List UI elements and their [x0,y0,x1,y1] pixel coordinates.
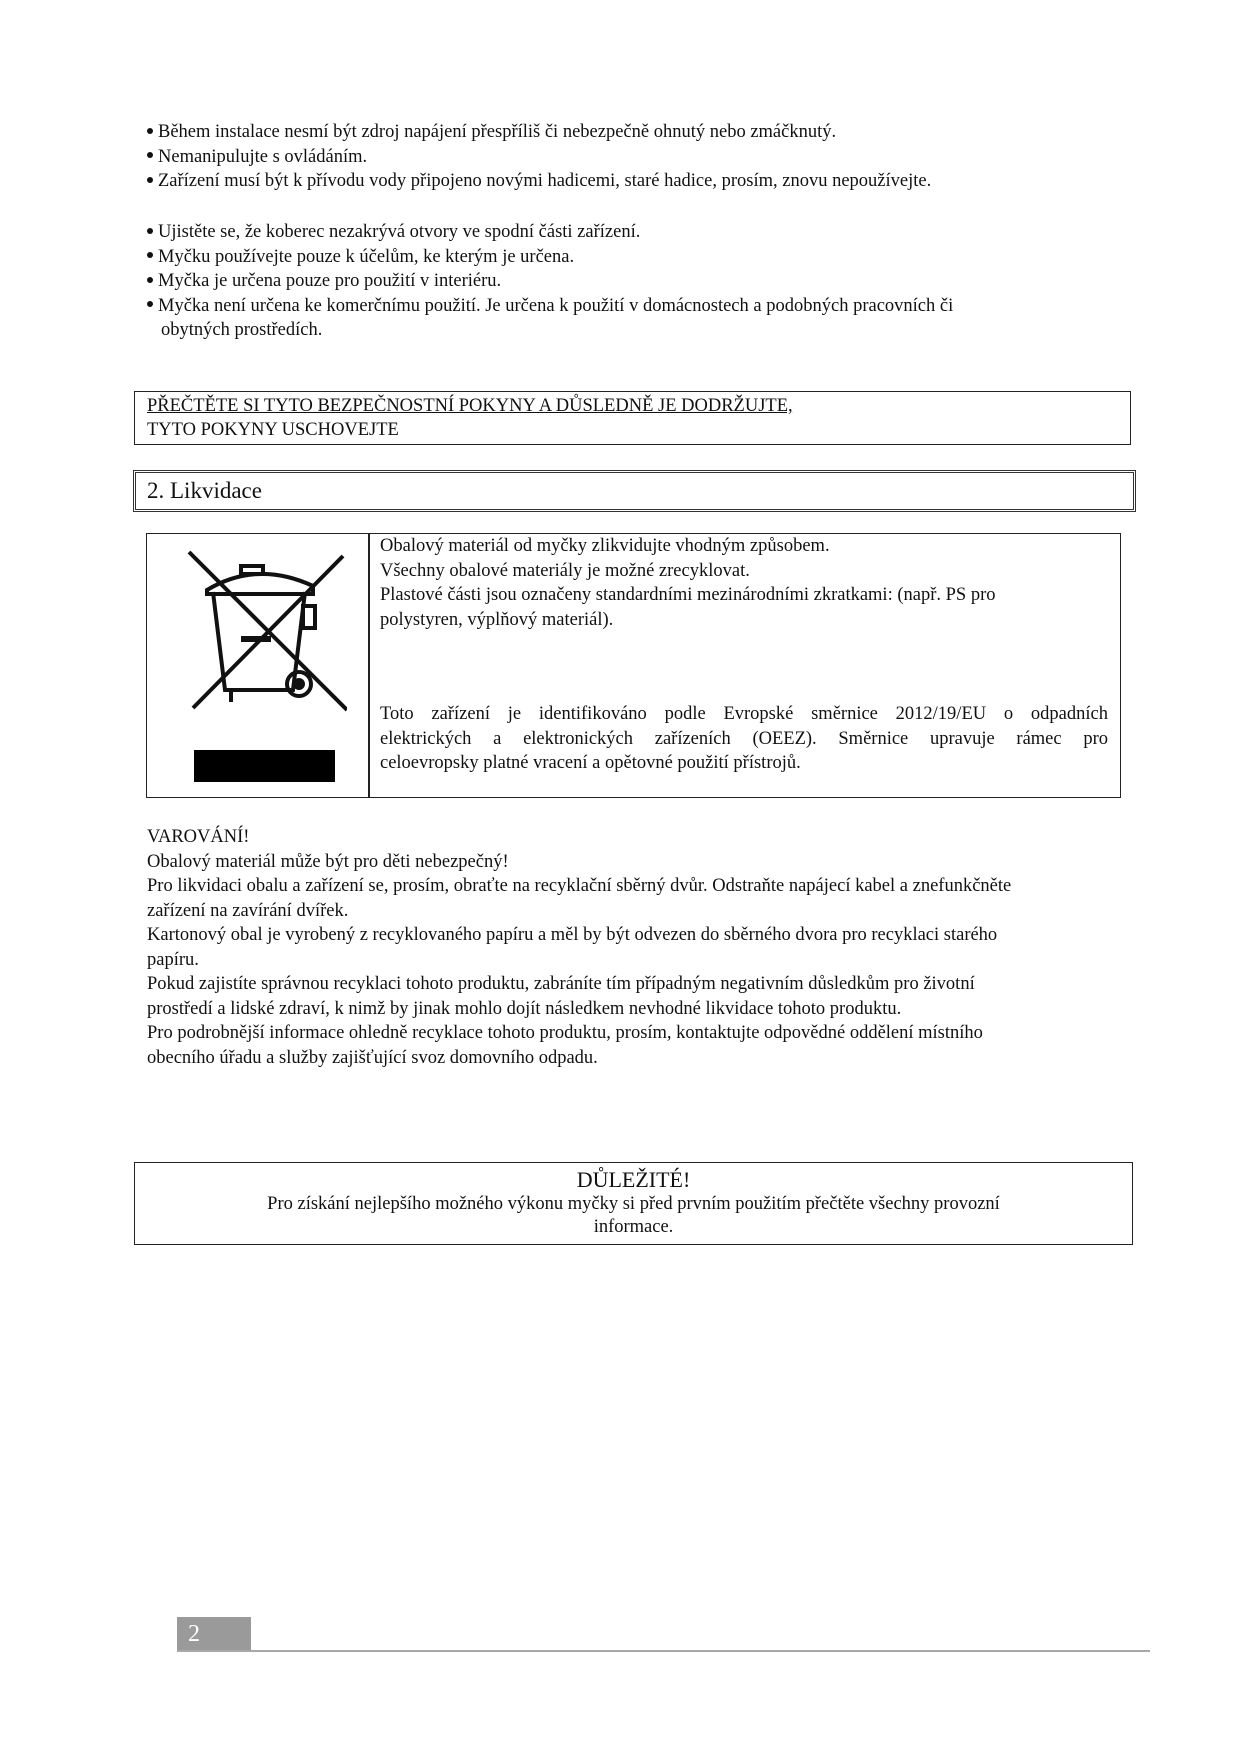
footer-rule [177,1650,1150,1652]
table-divider [368,534,370,797]
text-line: elektrických a elektronických zařízeních (OEEZ). Směrnice upravuje rámec pro [380,728,1108,749]
text-line: Kartonový obal je vyrobený z recyklovaného papíru a měl by být odvezen do sběrného dvora pro recyklaci starého [147,925,998,945]
important-box [134,1162,1133,1245]
text-line: Všechny obalové materiály je možné zrecyklovat. [380,560,750,581]
safety-line-2: TYTO POKYNY USCHOVEJTE [147,420,399,440]
safety-instructions-box [134,391,1131,445]
text-line: polystyren, výplňový materiál). [380,609,614,630]
disposal-table [146,533,1121,798]
text-line: Obalový materiál od myčky zlikvidujte vhodným způsobem. [380,536,830,556]
page-number: 2 [188,1621,200,1647]
text-line: Pro podrobnější informace ohledně recyklace tohoto produktu, prosím, kontaktujte odpovědné oddělení místního [147,1023,983,1043]
warning-title: VAROVÁNÍ! [147,827,250,847]
list-item: Myčka není určena ke komerčnímu použití. Je určena k použití v domácnostech a podobných pracovních či [147,294,953,319]
list-item: Během instalace nesmí být zdroj napájení přespříliš či nebezpečně ohnutý nebo zmáčknutý. [147,120,931,145]
list-item: Nemanipulujte s ovládáním. [147,145,931,170]
text-line: Pro likvidaci obalu a zařízení se, prosím, obraťte na recyklační sběrný dvůr. Odstraňte napájecí kabel a znefunkčněte [147,876,1012,896]
text-line: Toto zařízení je identifikováno podle Evropské směrnice 2012/19/EU o odpadních [380,704,1108,724]
text-line: Pokud zajistíte správnou recyklaci tohoto produktu, zabráníte tím případným negativním důsledkům pro životní [147,974,975,994]
text-line: celoevropsky platné vracení a opětovné použití přístrojů. [380,753,801,773]
important-line-2: informace. [593,1217,674,1237]
text-line: zařízení na zavírání dvířek. [147,900,349,921]
list-item: Ujistěte se, že koberec nezakrývá otvory ve spodní části zařízení. [147,220,953,245]
bullet-list-usage [147,220,953,343]
warning-section [147,825,1011,1070]
page-number-tab [177,1617,251,1651]
list-item: Zařízení musí být k přívodu vody připojeno novými hadicemi, staré hadice, prosím, znovu nepoužívejte. [147,169,931,194]
safety-line-1: PŘEČTĚTE SI TYTO BEZPEČNOSTNÍ POKYNY A DŮSLEDNĚ JE DODRŽUJTE, [147,396,793,416]
list-item: Myčku používejte pouze k účelům, ke kterým je určena. [147,245,953,270]
text-line: obecního úřadu a služby zajišťující svoz domovního odpadu. [147,1047,598,1068]
important-title: DŮLEŽITÉ! [576,1167,691,1192]
disposal-text-1 [380,534,996,632]
crossed-out-wheelie-bin-icon [177,542,347,782]
text-line: Obalový materiál může být pro děti nebezpečný! [147,851,509,872]
section-heading-box [133,470,1136,512]
section-heading: 2. Likvidace [147,478,262,503]
text-line: prostředí a lidské zdraví, k nimž by jinak mohlo dojít následkem nevhodné likvidace tohoto produktu. [147,998,902,1019]
list-item-continuation: obytných prostředích. [161,320,323,340]
text-line: papíru. [147,949,199,970]
important-line-1: Pro získání nejlepšího možného výkonu myčky si před prvním použitím přečtěte všechny provozní [267,1194,1000,1214]
bullet-list-installation [147,120,931,194]
text-line: Plastové části jsou označeny standardními mezinárodními zkratkami: (např. PS pro [380,585,996,605]
disposal-text-2 [380,702,1108,776]
list-item: Myčka je určena pouze pro použití v interiéru. [147,269,953,294]
